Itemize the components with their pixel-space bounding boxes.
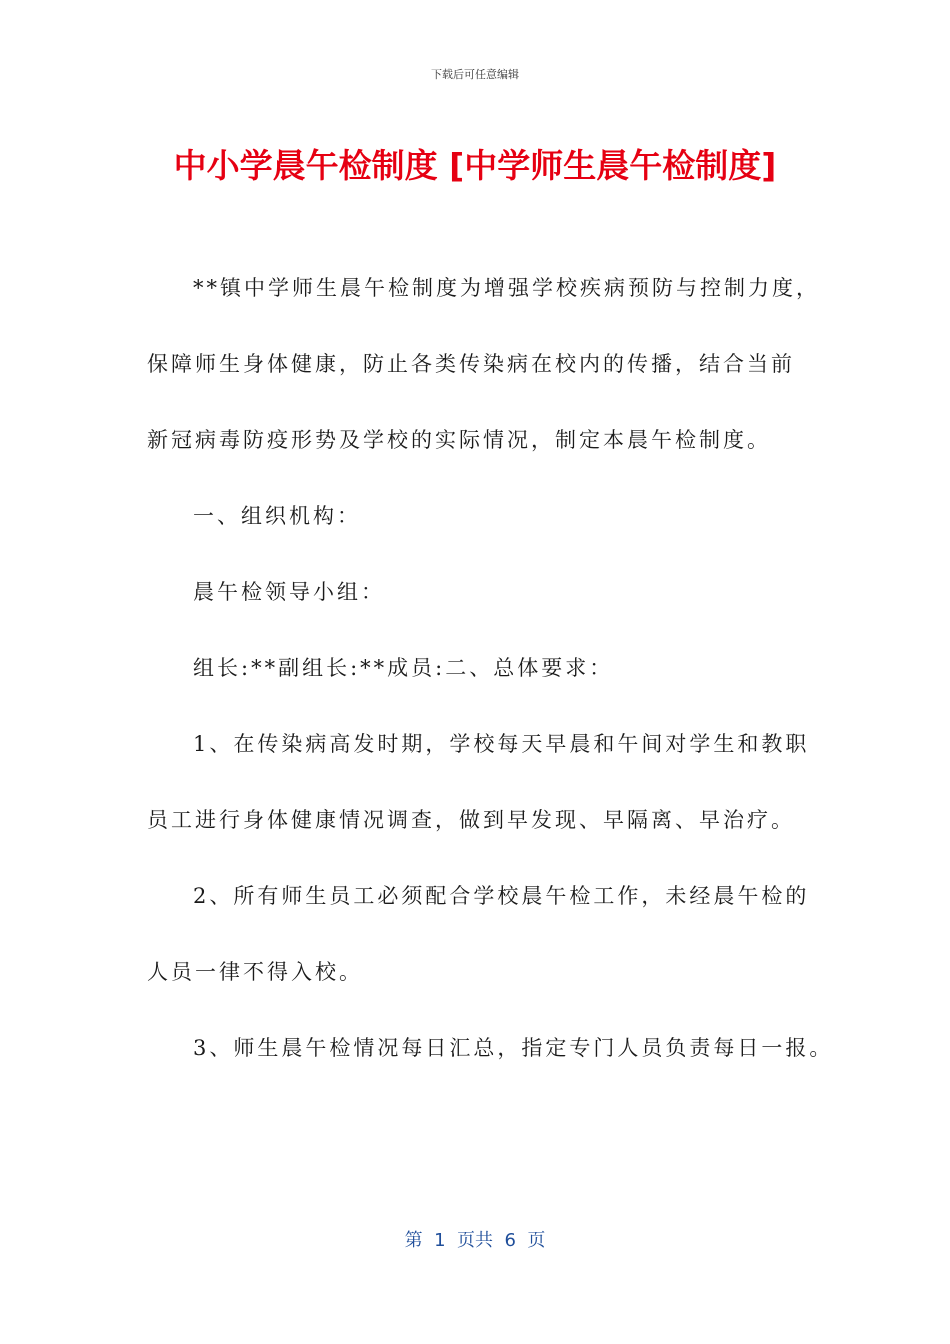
page-number: 第 1 页共 6 页 — [404, 1230, 546, 1251]
paragraph-line: 新冠病毒防疫形势及学校的实际情况，制定本晨午检制度。 — [147, 428, 771, 452]
paragraph-line: 晨午检领导小组： — [193, 580, 385, 604]
paragraph-line: **镇中学师生晨午检制度为增强学校疾病预防与控制力度， — [193, 276, 820, 300]
paragraph-line: 组长:**副组长:**成员:二、总体要求： — [193, 656, 614, 680]
document-title: 中小学晨午检制度 [中学师生晨午检制度] — [173, 146, 777, 185]
paragraph-line: 3、师生晨午检情况每日汇总，指定专门人员负责每日一报。 — [193, 1036, 834, 1060]
section-heading: 一、组织机构： — [193, 504, 361, 528]
paragraph-line: 员工进行身体健康情况调查，做到早发现、早隔离、早治疗。 — [147, 808, 795, 832]
paragraph-line: 人员一律不得入校。 — [147, 960, 363, 984]
paragraph-line: 保障师生身体健康，防止各类传染病在校内的传播，结合当前 — [147, 352, 795, 376]
paragraph-line: 1、在传染病高发时期，学校每天早晨和午间对学生和教职 — [193, 732, 810, 756]
paragraph-line: 2、所有师生员工必须配合学校晨午检工作，未经晨午检的 — [193, 884, 810, 908]
header-note: 下载后可任意编辑 — [431, 68, 519, 81]
document-body — [147, 268, 837, 1104]
